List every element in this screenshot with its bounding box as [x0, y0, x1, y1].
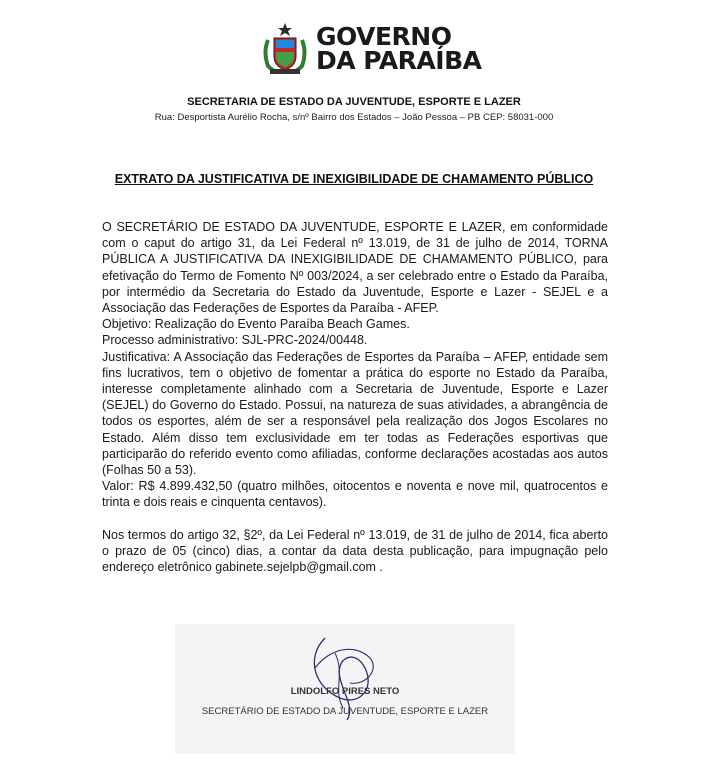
intro-paragraph: O SECRETÁRIO DE ESTADO DA JUVENTUDE, ESPORTE E LAZER, em conformidade com o caput do artigo 31, da Lei Federal nº 13.019, de 31 de julho de 2014, TORNA PÚBLICA A JUSTIFICATIVA DA INEXIGIBILIDADE DE CHAMAMENTO PÚBLICO, para efetivação do Termo de Fomento Nº 003/2024, a ser celebrado entre o Estado da Paraíba, por intermédio da Secretaria do Estado da Juventude, Esporte e Lazer - SEJEL e a Associação das Federações de Esportes da Paraíba - AFEP. — [102, 220, 608, 316]
value-paragraph: Valor: R$ 4.899.432,50 (quatro milhões, oitocentos e noventa e nove mil, quatrocentos e trinta e dois reais e cinquenta centavos). — [102, 479, 608, 510]
paragraph-spacer — [102, 511, 608, 527]
signatory-role: SECRETÁRIO DE ESTADO DA JUVENTUDE, ESPORTE E LAZER — [201, 706, 489, 717]
department-address: Rua: Desportista Aurélio Rocha, s/nº Bairro dos Estados – João Pessoa – PB CEP: 58031-000 — [154, 112, 554, 123]
closing-paragraph: Nos termos do artigo 32, §2º, da Lei Federal nº 13.019, de 31 de julho de 2014, fica aberto o prazo de 05 (cinco) dias, a contar da data desta publicação, para impugnação pelo endereço eletrônico gabinete.sejelpb@gmail.com . — [102, 527, 608, 575]
logo-line-1: GOVERNO — [316, 22, 452, 51]
coat-of-arms-icon — [262, 22, 308, 76]
objective-line: Objetivo: Realização do Evento Paraíba Beach Games. — [102, 317, 410, 332]
document-title: EXTRATO DA JUSTIFICATIVA DE INEXIGIBILIDADE DE CHAMAMENTO PÚBLICO — [114, 172, 594, 186]
signatory-name: LINDOLFO PIRES NETO — [290, 686, 400, 697]
justification-paragraph: Justificativa: A Associação das Federações de Esportes da Paraíba – AFEP, entidade sem fins lucrativos, tem o objetivo de fomentar a prática do esporte no Estado da Paraíba, interesse completamente alinhado com a Secretaria de Juventude, Esporte e Lazer (SEJEL) do Governo do Estado. Possui, na natureza de suas atividades, a abrangência de todos os esportes, além de ser a responsável pela realização dos Jogos Escolares no Estado. Além disso tem exclusividade em ter todas as Federações esportivas que participarão do referido evento como afiliadas, conforme declarações acostadas aos autos (Folhas 50 a 53). — [102, 349, 608, 478]
logo-line-2: DA PARAÍBA — [316, 46, 482, 75]
logo-wordmark — [316, 22, 482, 75]
process-line: Processo administrativo: SJL-PRC-2024/00448. — [102, 333, 368, 348]
government-logo — [262, 22, 481, 76]
department-heading: SECRETARIA DE ESTADO DA JUVENTUDE, ESPORTE E LAZER — [187, 96, 521, 108]
signature-block — [175, 624, 515, 754]
document-body — [102, 219, 608, 575]
